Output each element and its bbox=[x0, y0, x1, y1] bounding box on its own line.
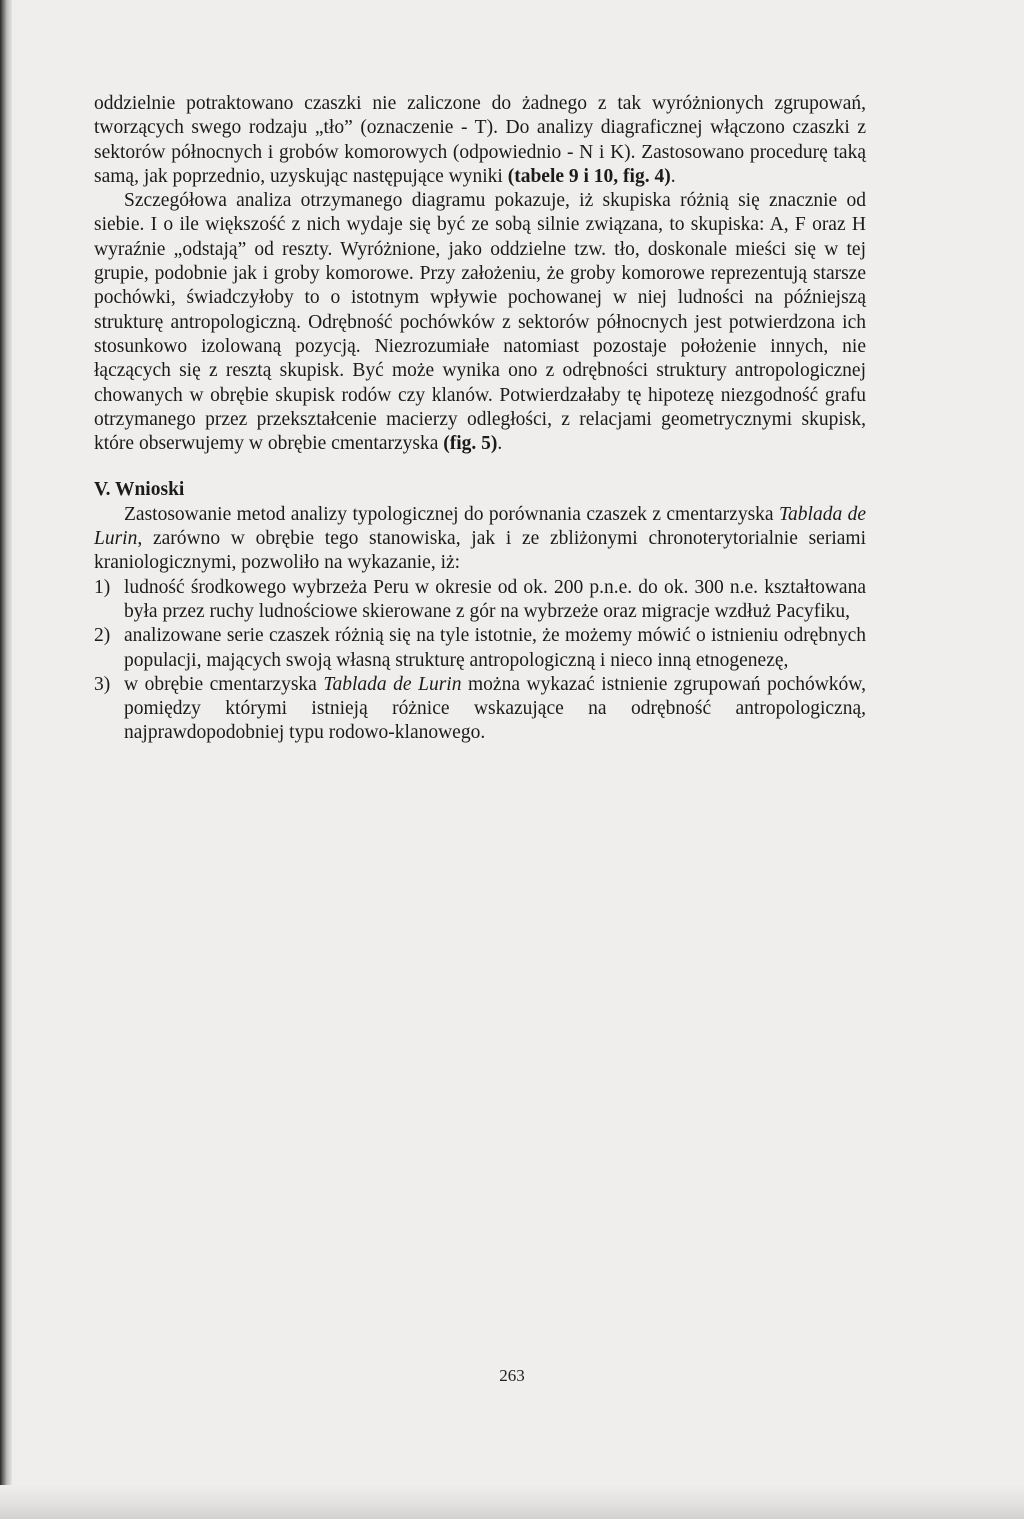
list-item-text-part: w obrębie cmentarzyska bbox=[124, 673, 324, 695]
scan-edge bbox=[0, 0, 12, 1519]
list-item bbox=[94, 624, 866, 673]
list-item-text-part: ludność środkowego wybrzeża Peru w okresie od ok. 200 p.n.e. do ok. 300 n.e. kształtowana była przez ruchy ludnościowe skierowane z gór na wybrzeże oraz migracje wzdłuż Pacyfiku, bbox=[124, 576, 866, 622]
figure-reference: (fig. 5) bbox=[443, 433, 498, 455]
list-item-number: 3) bbox=[94, 673, 111, 695]
paragraph-3-text: Zastosowanie metod analizy typologicznej do porównania czaszek z cmentarzyska bbox=[124, 503, 779, 525]
paragraph-2 bbox=[94, 189, 866, 456]
paragraph-2-end: . bbox=[497, 433, 503, 455]
paragraph-1-end: . bbox=[670, 165, 676, 187]
list-item-text bbox=[124, 576, 866, 625]
list-item bbox=[94, 576, 866, 625]
list-item-text bbox=[124, 673, 866, 746]
paragraph-1-text: oddzielnie potraktowano czaszki nie zaliczone do żadnego z tak wyróżnionych zgrupowań, tworzących swego rodzaju „tło” (oznaczenie - T). Do analizy diagraficznej włączono czaszki z sektorów północnych i grobów komorowych (odpowiednio - N i K). Zastosowano procedurę taką samą, jak poprzednio, uzyskując następujące wyniki bbox=[94, 93, 866, 187]
scan-bottom-shadow bbox=[0, 1485, 1024, 1519]
paragraph-1 bbox=[94, 92, 866, 189]
section-heading: V. Wnioski bbox=[94, 479, 185, 501]
list-item-number: 2) bbox=[94, 625, 111, 647]
site-name: Tablada de Lurin bbox=[323, 673, 462, 695]
list-item-text bbox=[124, 624, 866, 673]
page-number: 263 bbox=[499, 1366, 525, 1385]
site-name: Tablada de Lurin bbox=[94, 503, 866, 550]
table-figure-reference: (tabele 9 i 10, fig. 4) bbox=[507, 165, 671, 187]
page-body bbox=[94, 92, 866, 746]
list-item bbox=[94, 673, 866, 746]
paragraph-2-text: Szczegółowa analiza otrzymanego diagramu pokazuje, iż skupiska różnią się znacznie od siebie. I o ile większość z nich wydaje się być ze sobą silnie związana, to skupiska: A, F oraz H wyraźnie „odstają” od reszty. Wyróżnione, jako oddzielne tzw. tło, doskonale mieści się w tej grupie, podobnie jak i groby komorowe. Przy założeniu, że groby komorowe reprezentują starsze pochówki, świadczyłoby to o istotnym wpływie pochowanej w niej ludności na późniejszą strukturę antropologiczną. Odrębność pochówków z sektorów północnych jest potwierdzona ich stosunkowo izolowaną pozycją. Niezrozumiałe natomiast pozostaje położenie innych, nie łączących się z resztą skupisk. Być może wynika ono z odrębności struktury antropologicznej chowanych w obrębie skupisk rodów czy klanów. Potwierdzałaby tę hipotezę niezgodność grafu otrzymanego przez przekształcenie macierzy odległości, z relacjami geometrycznymi skupisk, które obserwujemy w obrębie cmentarzyska bbox=[94, 190, 866, 455]
paragraph-3 bbox=[94, 503, 866, 576]
list-item-text-part: można wykazać istnienie zgrupowań pochówków, pomiędzy którymi istnieją różnice wskazujące na odrębność antropologiczną, najprawdopodobniej typu rodowo-klanowego. bbox=[124, 673, 867, 744]
list-item-number: 1) bbox=[94, 576, 111, 598]
paragraph-3-end: , zarówno w obrębie tego stanowiska, jak i ze zbliżonymi chronoterytorialnie seriami kraniologicznymi, pozwoliło na wykazanie, iż: bbox=[94, 528, 866, 574]
list-item-text-part: analizowane serie czaszek różnią się na tyle istotnie, że możemy mówić o istnieniu odrębnych populacji, mających swoją własną strukturę antropologiczną i nieco inną etnogenezę, bbox=[124, 625, 866, 671]
conclusions-list bbox=[94, 576, 866, 746]
